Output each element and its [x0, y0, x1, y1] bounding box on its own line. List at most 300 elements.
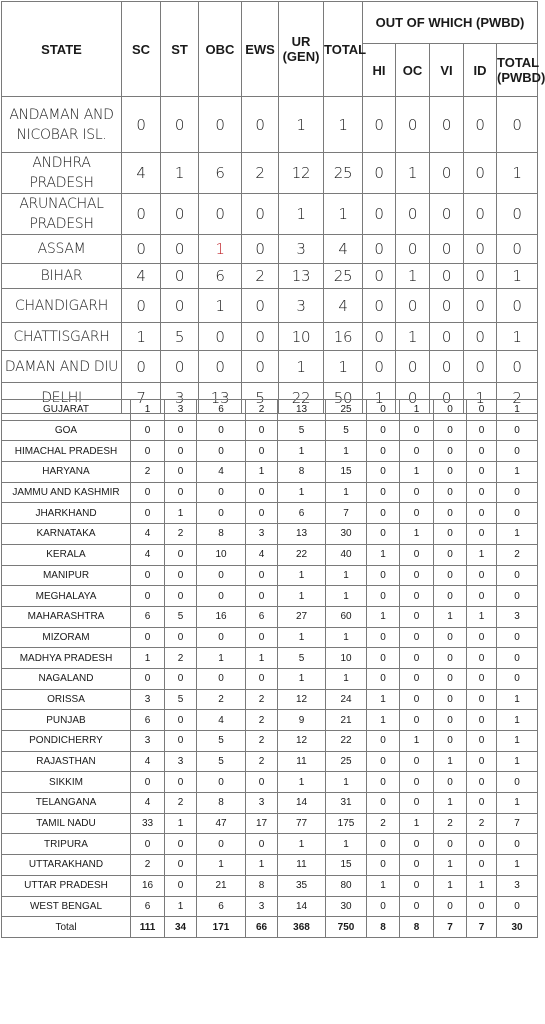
- vi-cell: 0: [430, 235, 464, 264]
- st-cell: 0: [165, 586, 197, 607]
- header-vi: VI: [430, 44, 464, 97]
- state-name-line: CHATTISGARH: [13, 328, 110, 345]
- ews-cell: 0: [246, 668, 278, 689]
- ur-cell: 9: [278, 710, 326, 731]
- pwbd-total-cell: 1: [497, 524, 538, 545]
- oc-cell: 0: [400, 834, 434, 855]
- pwbd-total-cell: 1: [497, 264, 538, 289]
- hi-cell: 0: [363, 323, 396, 351]
- st-cell: 1: [165, 896, 197, 917]
- st-cell: 0: [165, 544, 197, 565]
- table-row: [2, 420, 538, 441]
- pwbd-total-cell: 0: [497, 586, 538, 607]
- id-cell: 0: [467, 627, 497, 648]
- id-cell: 0: [467, 482, 497, 503]
- ur-cell: 22: [279, 383, 324, 414]
- oc-cell: 0: [400, 482, 434, 503]
- st-cell: 0: [161, 351, 199, 383]
- sc-cell: 1: [131, 648, 165, 669]
- header-pwbd-total-line2: (PWBD): [497, 70, 545, 85]
- state-name-cell: TELANGANA: [2, 793, 131, 814]
- hi-cell: 0: [367, 482, 400, 503]
- sc-cell: 4: [131, 751, 165, 772]
- ews-cell: 8: [246, 875, 278, 896]
- oc-cell: 0: [400, 586, 434, 607]
- bottom-table: [1, 399, 538, 938]
- header-ur-line1: UR: [291, 34, 311, 49]
- header-pwbd-group: OUT OF WHICH (PWBD): [363, 2, 538, 44]
- vi-cell: 0: [430, 97, 464, 153]
- st-cell: 0: [165, 420, 197, 441]
- obc-cell: 0: [199, 323, 242, 351]
- total-cell: 25: [326, 400, 367, 421]
- pwbd-total-cell: 1: [497, 855, 538, 876]
- ews-cell: 0: [242, 97, 279, 153]
- st-cell: 0: [161, 235, 199, 264]
- sc-cell: 2: [131, 462, 165, 483]
- ur-cell: 12: [279, 153, 324, 194]
- oc-cell: 1: [396, 323, 430, 351]
- hi-cell: 0: [367, 772, 400, 793]
- ews-cell: 3: [246, 896, 278, 917]
- pwbd-total-cell: 0: [497, 351, 538, 383]
- id-cell: 0: [467, 462, 497, 483]
- ews-cell: 2: [242, 264, 279, 289]
- obc-cell: 171: [197, 917, 246, 938]
- ur-cell: 1: [278, 565, 326, 586]
- header-sc: SC: [122, 2, 161, 97]
- id-cell: 1: [467, 544, 497, 565]
- total-cell: 1: [324, 194, 363, 235]
- pwbd-total-cell: 1: [497, 323, 538, 351]
- table-row: [2, 731, 538, 752]
- id-cell: 0: [467, 441, 497, 462]
- pwbd-total-cell: 0: [497, 420, 538, 441]
- table-row: [2, 264, 538, 289]
- state-name-cell: RAJASTHAN: [2, 751, 131, 772]
- id-cell: 0: [467, 586, 497, 607]
- total-cell: 1: [326, 586, 367, 607]
- ur-cell: 3: [279, 235, 324, 264]
- total-cell: 750: [326, 917, 367, 938]
- st-cell: 0: [165, 668, 197, 689]
- obc-cell: 0: [197, 668, 246, 689]
- vi-cell: 0: [434, 441, 467, 462]
- id-cell: 0: [467, 565, 497, 586]
- hi-cell: 1: [367, 606, 400, 627]
- id-cell: 0: [464, 289, 497, 323]
- pwbd-total-cell: 1: [497, 153, 538, 194]
- ur-cell: 10: [279, 323, 324, 351]
- pwbd-total-cell: 1: [497, 400, 538, 421]
- ews-cell: 1: [246, 648, 278, 669]
- state-name-cell: KARNATAKA: [2, 524, 131, 545]
- pwbd-total-cell: 0: [497, 235, 538, 264]
- header-pwbd-total: [497, 44, 545, 97]
- ur-cell: 11: [278, 751, 326, 772]
- hi-cell: 0: [367, 834, 400, 855]
- ews-cell: 2: [246, 731, 278, 752]
- obc-cell: 0: [197, 586, 246, 607]
- obc-cell: 1: [199, 235, 242, 264]
- hi-cell: 0: [367, 855, 400, 876]
- state-name-cell: [2, 97, 122, 153]
- vi-cell: 0: [430, 264, 464, 289]
- st-cell: 0: [161, 264, 199, 289]
- ews-cell: 0: [246, 503, 278, 524]
- ews-cell: 2: [246, 400, 278, 421]
- st-cell: 3: [165, 751, 197, 772]
- pwbd-total-cell: 2: [497, 544, 538, 565]
- vi-cell: 0: [434, 586, 467, 607]
- ews-cell: 0: [242, 235, 279, 264]
- state-name-line: DAMAN AND DIU: [4, 358, 119, 375]
- st-cell: 0: [165, 710, 197, 731]
- ur-cell: 368: [278, 917, 326, 938]
- state-name-cell: MADHYA PRADESH: [2, 648, 131, 669]
- hi-cell: 1: [367, 544, 400, 565]
- state-name-cell: MAHARASHTRA: [2, 606, 131, 627]
- ur-cell: 12: [278, 689, 326, 710]
- sc-cell: 0: [131, 668, 165, 689]
- pwbd-total-cell: 0: [497, 194, 538, 235]
- vi-cell: 0: [434, 544, 467, 565]
- id-cell: 0: [467, 710, 497, 731]
- total-cell: 5: [326, 420, 367, 441]
- hi-cell: 0: [367, 896, 400, 917]
- vi-cell: 7: [434, 917, 467, 938]
- vi-cell: 0: [434, 627, 467, 648]
- hi-cell: 0: [367, 420, 400, 441]
- table-row: [2, 689, 538, 710]
- total-cell: 1: [324, 97, 363, 153]
- ews-cell: 2: [246, 751, 278, 772]
- hi-cell: 0: [367, 648, 400, 669]
- total-cell: 30: [326, 524, 367, 545]
- id-cell: 0: [464, 235, 497, 264]
- st-cell: 0: [165, 482, 197, 503]
- obc-cell: 6: [199, 153, 242, 194]
- id-cell: 0: [467, 648, 497, 669]
- id-cell: 0: [467, 400, 497, 421]
- state-name-cell: [2, 264, 122, 289]
- total-cell: 1: [326, 441, 367, 462]
- obc-cell: 6: [197, 896, 246, 917]
- state-name-line: ANDHRA PRADESH: [29, 155, 94, 191]
- id-cell: 0: [467, 834, 497, 855]
- sc-cell: 3: [131, 689, 165, 710]
- state-name-cell: [2, 235, 122, 264]
- state-name-cell: SIKKIM: [2, 772, 131, 793]
- hi-cell: 0: [363, 264, 396, 289]
- table-row: [2, 289, 538, 323]
- id-cell: 0: [464, 153, 497, 194]
- state-name-cell: GOA: [2, 420, 131, 441]
- st-cell: 5: [161, 323, 199, 351]
- table-row: [2, 503, 538, 524]
- hi-cell: 1: [367, 689, 400, 710]
- table-row: [2, 606, 538, 627]
- obc-cell: 0: [197, 772, 246, 793]
- obc-cell: 21: [197, 875, 246, 896]
- sc-cell: 1: [131, 400, 165, 421]
- total-cell: 50: [324, 383, 363, 414]
- pwbd-total-cell: 1: [497, 731, 538, 752]
- sc-cell: 6: [131, 710, 165, 731]
- sc-cell: 16: [131, 875, 165, 896]
- oc-cell: 0: [400, 710, 434, 731]
- vi-cell: 0: [430, 323, 464, 351]
- id-cell: 0: [464, 323, 497, 351]
- obc-cell: 4: [197, 710, 246, 731]
- vi-cell: 0: [434, 400, 467, 421]
- obc-cell: 0: [199, 351, 242, 383]
- table-row: [2, 441, 538, 462]
- total-cell: 24: [326, 689, 367, 710]
- sc-cell: 0: [131, 586, 165, 607]
- ews-cell: 0: [246, 772, 278, 793]
- state-name-cell: ORISSA: [2, 689, 131, 710]
- ur-cell: 8: [278, 462, 326, 483]
- obc-cell: 0: [197, 565, 246, 586]
- vi-cell: 0: [430, 194, 464, 235]
- oc-cell: 0: [396, 194, 430, 235]
- id-cell: 0: [464, 264, 497, 289]
- ur-cell: 1: [278, 627, 326, 648]
- vi-cell: 0: [430, 289, 464, 323]
- state-name-cell: GUJARAT: [2, 400, 131, 421]
- total-cell: 4: [324, 289, 363, 323]
- ur-cell: 22: [278, 544, 326, 565]
- table-row: [2, 586, 538, 607]
- ur-cell: 14: [278, 793, 326, 814]
- ur-cell: 11: [278, 855, 326, 876]
- oc-cell: 0: [400, 606, 434, 627]
- state-name-cell: [2, 289, 122, 323]
- sc-cell: 0: [131, 627, 165, 648]
- state-name-cell: [2, 194, 122, 235]
- ews-cell: 0: [242, 323, 279, 351]
- sc-cell: 1: [122, 323, 161, 351]
- total-cell: 1: [326, 482, 367, 503]
- vi-cell: 2: [434, 813, 467, 834]
- sc-cell: 0: [131, 441, 165, 462]
- pwbd-total-cell: 7: [497, 813, 538, 834]
- oc-cell: 0: [400, 565, 434, 586]
- state-name-cell: [2, 323, 122, 351]
- sc-cell: 0: [131, 420, 165, 441]
- table-row: [2, 400, 538, 421]
- vi-cell: 0: [434, 524, 467, 545]
- oc-cell: 0: [400, 875, 434, 896]
- obc-cell: 0: [197, 834, 246, 855]
- hi-cell: 2: [367, 813, 400, 834]
- oc-cell: 0: [400, 689, 434, 710]
- sc-cell: 4: [122, 264, 161, 289]
- state-name-cell: TRIPURA: [2, 834, 131, 855]
- vi-cell: 1: [434, 793, 467, 814]
- pwbd-total-cell: 0: [497, 627, 538, 648]
- total-cell: 31: [326, 793, 367, 814]
- ews-cell: 0: [246, 565, 278, 586]
- total-cell: 1: [326, 772, 367, 793]
- oc-cell: 0: [400, 751, 434, 772]
- bottom-table-body: [2, 400, 538, 938]
- obc-cell: 4: [197, 462, 246, 483]
- hi-cell: 0: [363, 289, 396, 323]
- pwbd-total-cell: 2: [497, 383, 538, 414]
- ews-cell: 1: [246, 462, 278, 483]
- id-cell: 0: [467, 855, 497, 876]
- hi-cell: 0: [367, 503, 400, 524]
- table-row: [2, 751, 538, 772]
- st-cell: 0: [165, 772, 197, 793]
- table-row: [2, 235, 538, 264]
- total-cell: 40: [326, 544, 367, 565]
- oc-cell: 1: [400, 524, 434, 545]
- ews-cell: 0: [246, 627, 278, 648]
- sc-cell: 4: [131, 544, 165, 565]
- total-cell: 15: [326, 855, 367, 876]
- vi-cell: 0: [434, 710, 467, 731]
- ews-cell: 0: [246, 482, 278, 503]
- ur-cell: 1: [279, 351, 324, 383]
- state-name-line: BIHAR: [40, 268, 83, 284]
- obc-cell: 6: [197, 400, 246, 421]
- hi-cell: 0: [367, 627, 400, 648]
- ur-cell: 13: [278, 524, 326, 545]
- obc-cell: 0: [197, 627, 246, 648]
- ur-cell: 13: [279, 264, 324, 289]
- pwbd-total-cell: 0: [497, 834, 538, 855]
- ews-cell: 0: [246, 441, 278, 462]
- sc-cell: 3: [131, 731, 165, 752]
- state-name-line: ARUNACHAL PRADESH: [19, 196, 104, 232]
- state-name-cell: PUNJAB: [2, 710, 131, 731]
- total-cell: 15: [326, 462, 367, 483]
- st-cell: 1: [165, 503, 197, 524]
- state-name-cell: PONDICHERRY: [2, 731, 131, 752]
- pwbd-total-cell: 0: [497, 648, 538, 669]
- ur-cell: 13: [278, 400, 326, 421]
- sc-cell: 0: [122, 97, 161, 153]
- vi-cell: 0: [434, 482, 467, 503]
- header-ur: [279, 2, 324, 97]
- vi-cell: 0: [434, 834, 467, 855]
- ur-cell: 1: [278, 834, 326, 855]
- sc-cell: 7: [122, 383, 161, 414]
- ews-cell: 6: [246, 606, 278, 627]
- sc-cell: 0: [131, 565, 165, 586]
- ews-cell: 0: [246, 834, 278, 855]
- id-cell: 0: [467, 503, 497, 524]
- total-cell: 175: [326, 813, 367, 834]
- ews-cell: 0: [246, 586, 278, 607]
- st-cell: 5: [165, 689, 197, 710]
- ur-cell: 14: [278, 896, 326, 917]
- ur-cell: 6: [278, 503, 326, 524]
- state-name-line: CHANDIGARH: [15, 297, 108, 314]
- obc-cell: 0: [197, 503, 246, 524]
- st-cell: 0: [165, 627, 197, 648]
- header-id: ID: [464, 44, 497, 97]
- sc-cell: 0: [122, 289, 161, 323]
- table-row: [2, 855, 538, 876]
- table-row: [2, 565, 538, 586]
- pwbd-total-cell: 3: [497, 875, 538, 896]
- table-row: [2, 896, 538, 917]
- ews-cell: 0: [242, 289, 279, 323]
- pwbd-total-cell: 1: [497, 751, 538, 772]
- hi-cell: 0: [367, 793, 400, 814]
- table-row: [2, 875, 538, 896]
- ews-cell: 3: [246, 793, 278, 814]
- sc-cell: 33: [131, 813, 165, 834]
- id-cell: 0: [467, 524, 497, 545]
- pwbd-total-cell: 0: [497, 896, 538, 917]
- st-cell: 1: [161, 153, 199, 194]
- id-cell: 0: [467, 689, 497, 710]
- state-name-cell: TAMIL NADU: [2, 813, 131, 834]
- st-cell: 0: [165, 441, 197, 462]
- obc-cell: 1: [197, 648, 246, 669]
- table-row: [2, 627, 538, 648]
- table-row: [2, 834, 538, 855]
- st-cell: 0: [165, 834, 197, 855]
- hi-cell: 0: [363, 351, 396, 383]
- id-cell: 0: [467, 731, 497, 752]
- ur-cell: 77: [278, 813, 326, 834]
- id-cell: 0: [467, 793, 497, 814]
- st-cell: 3: [161, 383, 199, 414]
- pwbd-total-cell: 0: [497, 772, 538, 793]
- vi-cell: 0: [434, 565, 467, 586]
- state-name-cell: HARYANA: [2, 462, 131, 483]
- state-name-line: ASSAM: [37, 241, 86, 257]
- pwbd-total-cell: 0: [497, 503, 538, 524]
- oc-cell: 0: [400, 855, 434, 876]
- ur-cell: 5: [278, 420, 326, 441]
- st-cell: 0: [161, 194, 199, 235]
- vi-cell: 1: [434, 855, 467, 876]
- st-cell: 2: [165, 793, 197, 814]
- ur-cell: 5: [278, 648, 326, 669]
- obc-cell: 16: [197, 606, 246, 627]
- hi-cell: 1: [363, 383, 396, 414]
- ews-cell: 0: [242, 194, 279, 235]
- state-name-line: DELHI: [41, 390, 82, 406]
- total-cell: 1: [324, 351, 363, 383]
- st-cell: 3: [165, 400, 197, 421]
- total-cell: 30: [326, 896, 367, 917]
- pwbd-total-cell: 1: [497, 462, 538, 483]
- table-row: [2, 544, 538, 565]
- total-cell: 4: [324, 235, 363, 264]
- id-cell: 1: [467, 875, 497, 896]
- ews-cell: 5: [242, 383, 279, 414]
- pwbd-total-cell: 0: [497, 289, 538, 323]
- obc-cell: 1: [199, 289, 242, 323]
- ews-cell: 2: [246, 710, 278, 731]
- table-row: [2, 153, 538, 194]
- pwbd-total-cell: 1: [497, 710, 538, 731]
- st-cell: 34: [165, 917, 197, 938]
- top-table-body: [2, 97, 538, 414]
- vi-cell: 0: [434, 503, 467, 524]
- vi-cell: 0: [434, 462, 467, 483]
- obc-cell: 47: [197, 813, 246, 834]
- state-name-line: NICOBAR ISL.: [16, 126, 107, 143]
